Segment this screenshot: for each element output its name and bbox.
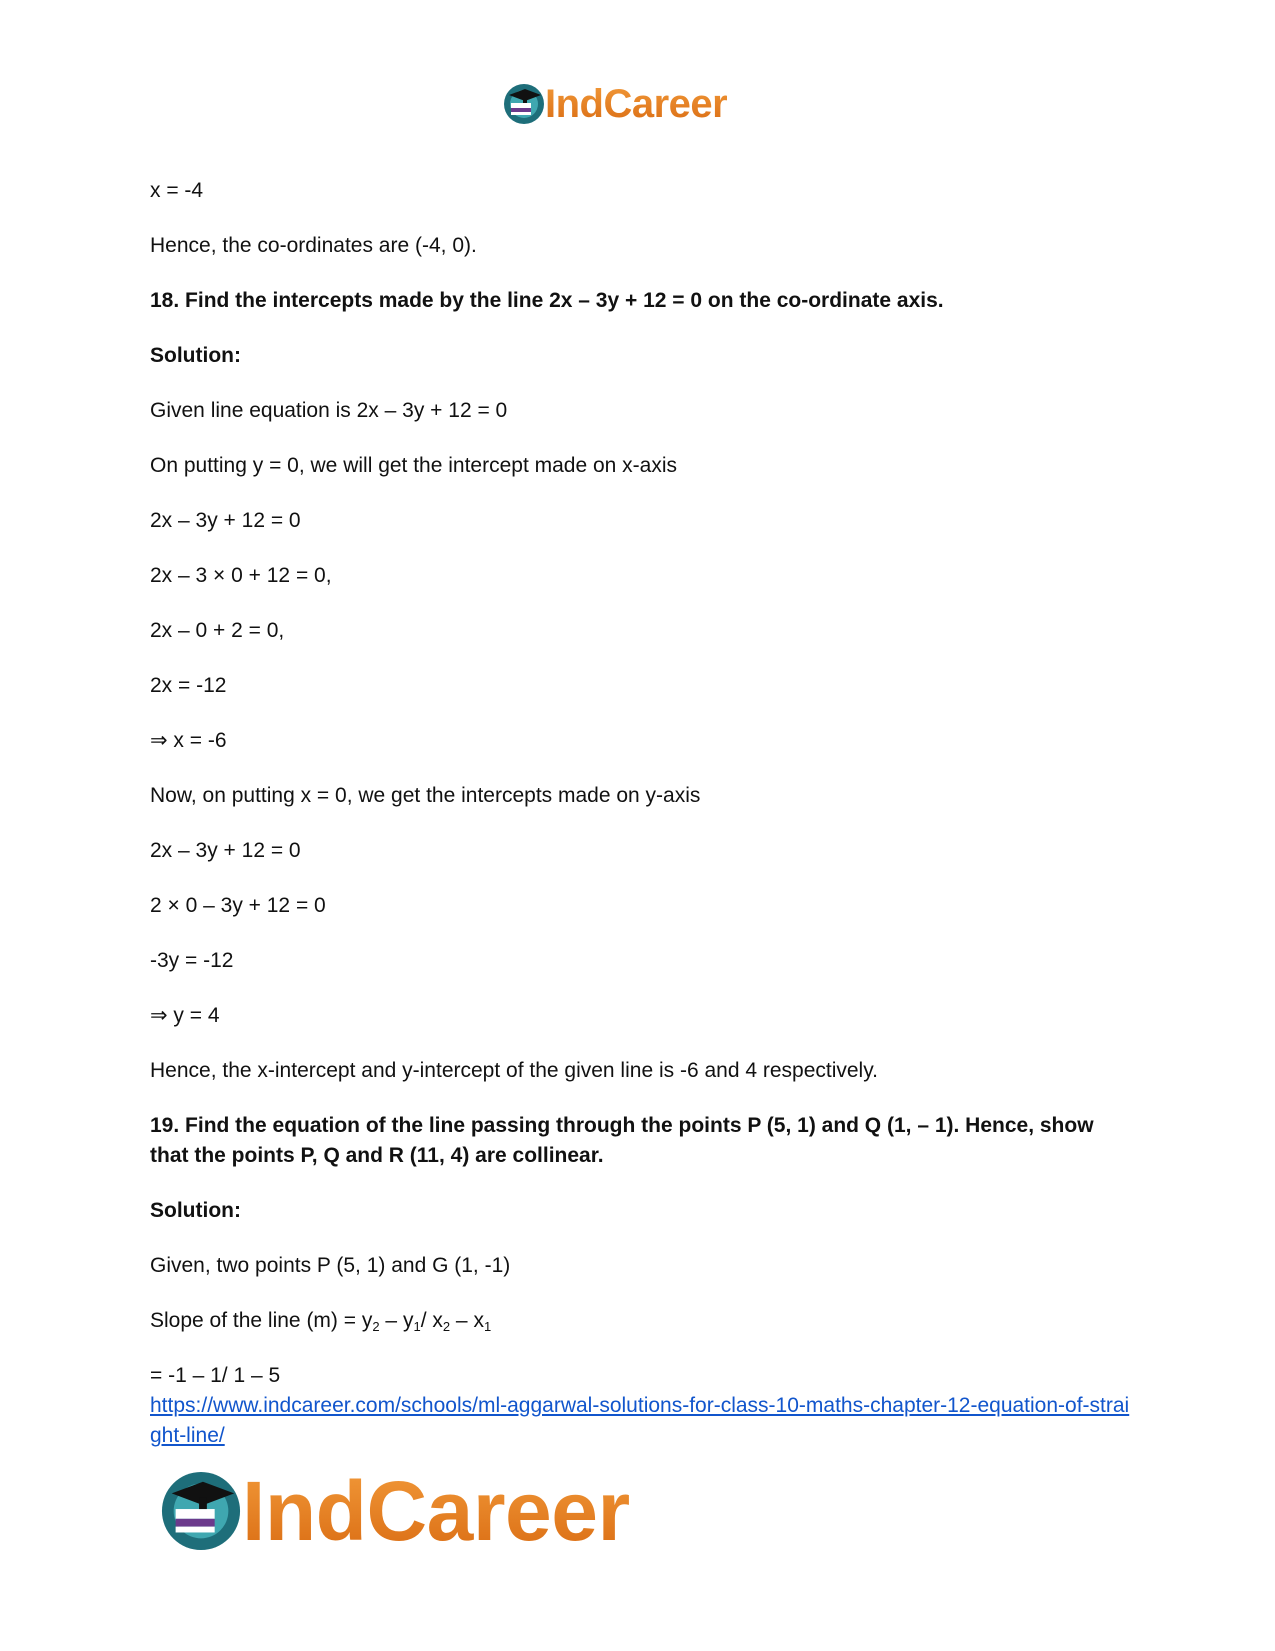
text-line: On putting y = 0, we will get the intercept made on x-axis [150,454,678,477]
subscript: 2 [372,1319,380,1334]
equation-line: = -1 – 1/ 1 – 5 [150,1364,281,1387]
text-line: Hence, the x-intercept and y-intercept of the given line is -6 and 4 respectively. [150,1059,878,1082]
solution-heading: Solution: [150,344,241,367]
book-graduation-cap-icon [503,83,545,125]
question-18: 18. Find the intercepts made by the line 2x – 3y + 12 = 0 on the co-ordinate axis. [150,289,944,312]
question-19: 19. Find the equation of the line passing through the points P (5, 1) and Q (1, – 1). Hence, show that the points P, Q and R (11, 4) are collinear. [150,1114,1094,1167]
equation-line: ⇒ x = -6 [150,729,227,752]
subscript: 1 [483,1319,492,1334]
text-line: Now, on putting x = 0, we get the intercepts made on y-axis [150,784,701,807]
solution-heading: Solution: [150,1199,241,1222]
text-line: Given, two points P (5, 1) and G (1, -1) [150,1254,511,1277]
text-line: Hence, the co-ordinates are (-4, 0). [150,234,477,257]
header-logo [503,80,727,128]
subscript: 1 [413,1319,421,1334]
equation-line: 2x – 3y + 12 = 0 [150,839,301,862]
text-line: Given line equation is 2x – 3y + 12 = 0 [150,399,508,422]
equation-line: 2x – 0 + 2 = 0, [150,619,285,642]
slope-formula [150,1306,1130,1336]
text-line: x = -4 [150,179,204,202]
slope-text: – x [450,1309,484,1332]
equation-line: 2x – 3y + 12 = 0 [150,509,301,532]
footer-link[interactable]: https://www.indcareer.com/schools/ml-aggarwal-solutions-for-class-10-maths-chapter-12-equation-of-straight-line/ [150,1394,1130,1447]
subscript: 2 [442,1319,451,1334]
equation-line: 2x = -12 [150,674,227,697]
slope-text: – y [379,1309,414,1332]
equation-line: ⇒ y = 4 [150,1004,220,1027]
footer-logo [160,1463,630,1558]
brand-name: IndCareer [242,1463,630,1558]
document-body [150,176,1130,1451]
brand-name: IndCareer [545,81,728,126]
equation-line: 2x – 3 × 0 + 12 = 0, [150,564,332,587]
book-graduation-cap-icon [160,1470,242,1552]
slope-text: Slope of the line (m) = y [150,1309,373,1332]
equation-line: 2 × 0 – 3y + 12 = 0 [150,894,326,917]
equation-line: -3y = -12 [150,949,234,972]
slope-text: / x [420,1309,443,1332]
